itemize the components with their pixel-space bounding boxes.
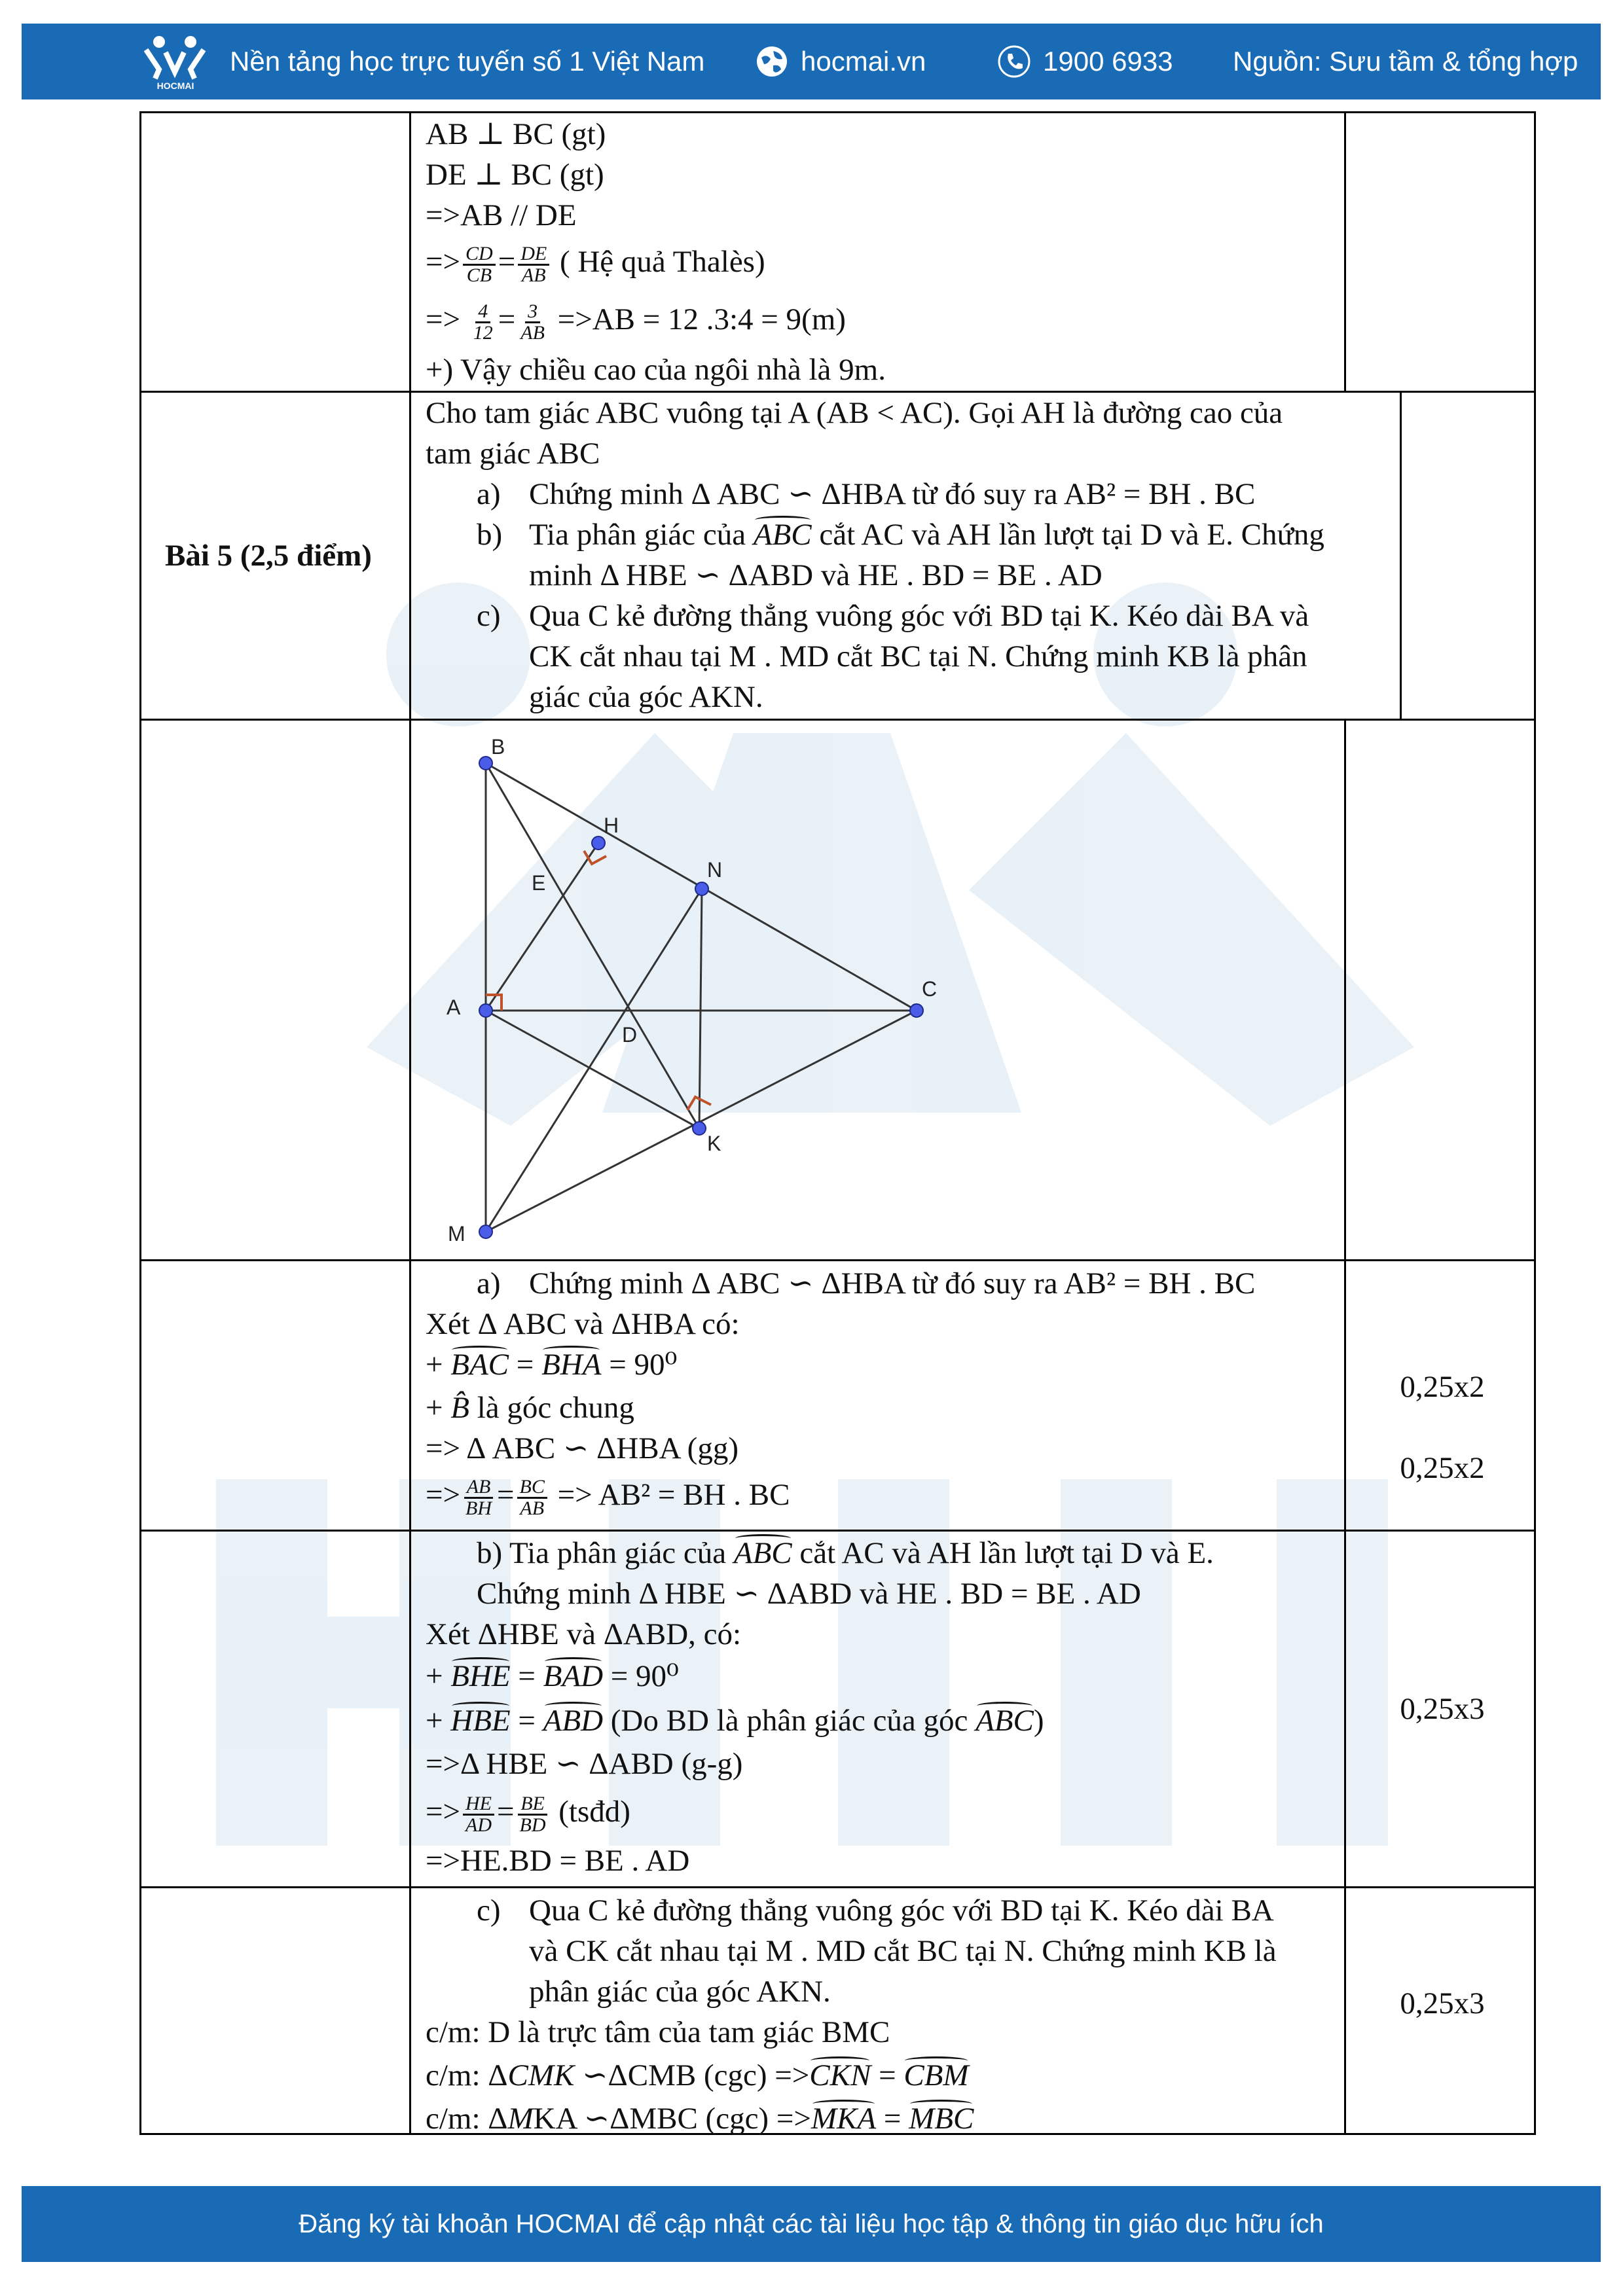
column-divider (1344, 111, 1346, 391)
point-n (695, 882, 708, 895)
list-item: c) Qua C kẻ đường thẳng vuông góc với BD tại K. Kéo dài BA (477, 1893, 1274, 1928)
label-d: D (622, 1023, 638, 1047)
fraction: $\frac{HE}{AD}$ (463, 1794, 494, 1835)
label-k: K (707, 1132, 721, 1155)
label-a: A (447, 996, 461, 1019)
score-cell: 0,25x2 (1400, 1451, 1485, 1485)
text-line: Xét Δ ABC và ΔHBA có: (426, 1307, 740, 1341)
label-n: N (707, 858, 723, 882)
score-cell: 0,25x2 (1400, 1370, 1485, 1404)
website-text: hocmai.vn (801, 46, 926, 77)
table-border (1534, 111, 1536, 2135)
text-line: =>HE.BD = BE . AD (426, 1844, 690, 1878)
table-border (139, 111, 141, 2135)
angle-equality: + HBE = ABD (Do BD là phân giác của góc ABC) (426, 1700, 1044, 1741)
fraction: $\frac{4}{12}$ (473, 300, 493, 344)
source-note (1233, 24, 1578, 99)
similarity-line: c/m: ΔCMK ∽ΔCMB (cgc) =>CKN = CBM (426, 2055, 969, 2096)
thales-ratio-line: => $\frac{CD}{CB}$ = $\frac{DE}{AB}$ ( Hệ quả Thalès) (426, 242, 765, 286)
source-text: Nguồn: Sưu tầm & tổng hợp (1233, 46, 1578, 77)
segment-nk (699, 889, 702, 1128)
text-line: +) Vậy chiều cao của ngôi nhà là 9m. (426, 353, 886, 387)
ratio-line: => $\frac{AB}{BH}$ = $\frac{BC}{AB}$ => AB² = BH . BC (426, 1475, 790, 1519)
segment-bk (486, 763, 699, 1128)
right-angle-mark (584, 851, 606, 864)
text-line: =>Δ HBE ∽ ΔABD (g-g) (426, 1747, 743, 1781)
angle-equality: + BHE = BAD = 90⁰ (426, 1656, 679, 1696)
problem-label: Bài 5 (2,5 điểm) (165, 539, 372, 573)
text-line: Xét ΔHBE và ΔABD, có: (426, 1617, 742, 1651)
text-line: phân giác của góc AKN. (529, 1975, 831, 2009)
list-item: b) Tia phân giác của ABC cắt AC và AH lần lượt tại D và E. Chứng (477, 514, 1324, 555)
point-c (910, 1004, 923, 1017)
list-item: a) Chứng minh Δ ABC ∽ ΔHBA từ đó suy ra AB² = BH . BC (477, 1266, 1256, 1300)
list-item: a) Chứng minh Δ ABC ∽ ΔHBA từ đó suy ra AB² = BH . BC (477, 477, 1256, 511)
segment-cm (486, 1011, 917, 1232)
fraction: $\frac{3}{AB}$ (520, 300, 545, 344)
row-divider (139, 1530, 1536, 1532)
ratio-calc-line: => $\frac{4}{12}$ = $\frac{3}{AB}$ =>AB = 12 .3:4 = 9(m) (426, 300, 846, 344)
table-border (139, 111, 1536, 113)
fraction: $\frac{DE}{AB}$ (518, 244, 549, 285)
segment-mn (486, 889, 702, 1232)
text-line: c/m: D là trực tâm của tam giác BMC (426, 2015, 890, 2049)
point-k (693, 1122, 706, 1135)
text-line: DE ⊥ BC (gt) (426, 158, 604, 192)
top-banner (22, 24, 1601, 99)
text-line: tam giác ABC (426, 437, 600, 471)
label-e: E (532, 871, 546, 895)
segment-ak (486, 1011, 699, 1128)
score-cell: 0,25x3 (1400, 1986, 1485, 2020)
footer-text: Đăng ký tài khoản HOCMAI để cập nhật các tài liệu học tập & thông tin giáo dục hữu ích (299, 2209, 1324, 2238)
list-item: c) Qua C kẻ đường thẳng vuông góc với BD tại K. Kéo dài BA và (477, 599, 1309, 633)
label-m: M (448, 1222, 465, 1246)
column-divider (1400, 391, 1402, 719)
phone-icon (997, 45, 1031, 79)
fraction: $\frac{BC}{AB}$ (517, 1477, 547, 1518)
text-line: => Δ ABC ∽ ΔHBA (gg) (426, 1431, 739, 1465)
bottom-banner[interactable] (22, 2186, 1601, 2262)
similarity-line: c/m: ΔMKA ∽ΔMBC (cgc) =>MKA = MBC (426, 2098, 974, 2139)
hocmai-logo-icon (139, 33, 211, 92)
geometry-figure (412, 726, 1002, 1250)
label-h: H (604, 814, 619, 837)
column-divider (1344, 719, 1346, 2135)
column-divider (409, 111, 411, 2135)
point-b (479, 757, 492, 770)
phone-text: 1900 6933 (1043, 46, 1173, 77)
slogan-text: Nền tảng học trực tuyến số 1 Việt Nam (230, 46, 705, 77)
slogan (230, 24, 704, 99)
text-line: Cho tam giác ABC vuông tại A (AB < AC). Gọi AH là đường cao của (426, 396, 1283, 430)
point-h (592, 836, 605, 850)
fraction: $\frac{BE}{BD}$ (517, 1794, 549, 1835)
angle-equality: + BAC = BHA = 90⁰ (426, 1344, 677, 1385)
svg-text:HOCMAI: HOCMAI (156, 81, 194, 91)
text-line: =>AB // DE (426, 198, 577, 232)
label-b: B (491, 735, 505, 759)
label-c: C (922, 977, 938, 1001)
globe-icon (755, 45, 789, 79)
text-line: Chứng minh Δ HBE ∽ ΔABD và HE . BD = BE . AD (477, 1577, 1141, 1611)
row-divider (139, 1886, 1536, 1888)
text-line: b) Tia phân giác của ABC cắt AC và AH lần lượt tại D và E. (477, 1533, 1214, 1573)
text-line: và CK cắt nhau tại M . MD cắt BC tại N. Chứng minh KB là (529, 1934, 1277, 1968)
phone-link[interactable] (997, 24, 1173, 99)
row-divider (139, 1259, 1536, 1261)
text-line: AB ⊥ BC (gt) (426, 117, 606, 151)
point-a (479, 1004, 492, 1017)
row-divider (139, 719, 1536, 721)
score-cell: 0,25x3 (1400, 1692, 1485, 1726)
text-line: + B̂ là góc chung (426, 1391, 634, 1425)
website-link[interactable] (755, 24, 926, 99)
text-line: giác của góc AKN. (529, 680, 763, 714)
point-m (479, 1225, 492, 1238)
text-line: CK cắt nhau tại M . MD cắt BC tại N. Chứng minh KB là phân (529, 639, 1307, 673)
fraction: $\frac{AB}{BH}$ (463, 1477, 494, 1518)
ratio-line: => $\frac{HE}{AD}$ = $\frac{BE}{BD}$ (tsđd) (426, 1792, 630, 1836)
fraction: $\frac{CD}{CB}$ (463, 244, 496, 285)
text-line: minh Δ HBE ∽ ΔABD và HE . BD = BE . AD (529, 558, 1103, 592)
